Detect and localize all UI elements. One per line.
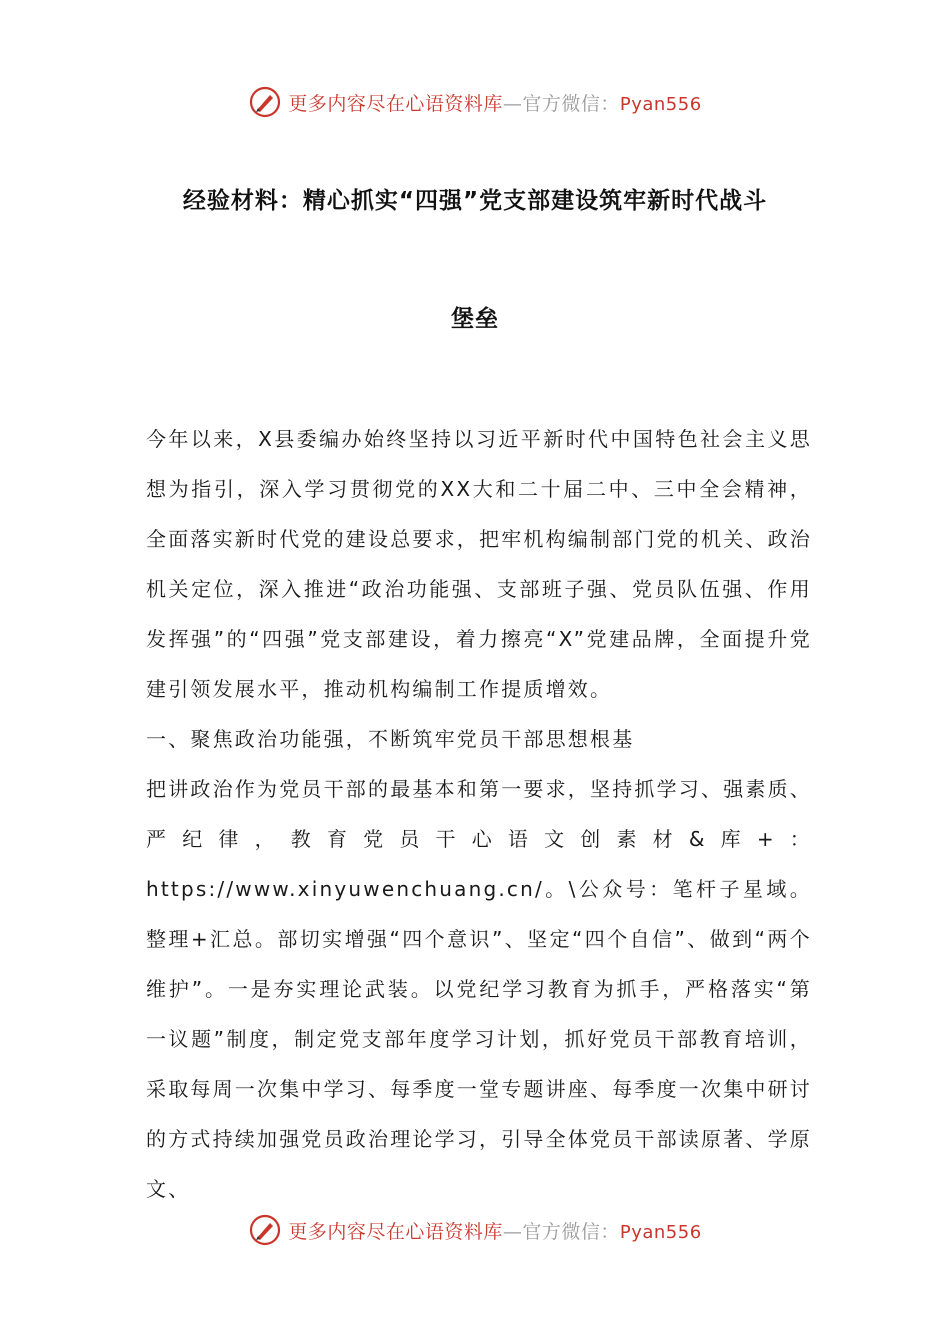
pen-logo-icon <box>248 85 282 119</box>
watermark-separator: — <box>502 92 523 115</box>
watermark-text <box>288 89 701 116</box>
section1-paragraph: 把讲政治作为党员干部的最基本和第一要求，坚持抓学习、强素质、严纪律，教育党员干心语文创素材&库+：https://www.xinyuwenchuang.cn/。\公众号：笔杆子星域。整理+汇总。部切实增强“四个意识”、坚定“四个自信”、做到“两个维护”。一是夯实理论武装。以党纪学习教育为抓手，严格落实“第一议题”制度，制定党支部年度学习计划，抓好党员干部教育培训，采取每周一次集中学习、每季度一堂专题讲座、每季度一次集中研讨的方式持续加强党员政治理论学习，引导全体党员干部读原著、学原文、 <box>146 777 812 1201</box>
watermark-official: 官方微信： <box>522 1220 620 1243</box>
watermark-official: 官方微信： <box>522 92 620 115</box>
watermark-banner-top <box>0 82 950 122</box>
watermark-wechat-id: Pyan556 <box>619 93 702 115</box>
section-heading-1: 一、聚焦政治功能强，不断筑牢党员干部思想根基 <box>146 727 635 751</box>
document-title-line2: 堡垒 <box>451 306 499 332</box>
intro-paragraph: 今年以来，X县委编办始终坚持以习近平新时代中国特色社会主义思想为指引，深入学习贯彻党的XX大和二十届二中、三中全会精神，全面落实新时代党的建设总要求，把牢机构编制部门党的机关、政治机关定位，深入推进“政治功能强、支部班子强、党员队伍强、作用发挥强”的“四强”党支部建设，着力擦亮“X”党建品牌，全面提升党建引领发展水平，推动机构编制工作提质增效。 <box>146 427 812 701</box>
pen-logo-icon <box>248 1213 282 1247</box>
watermark-main: 更多内容尽在心语资料库 <box>288 92 503 115</box>
watermark-separator: — <box>502 1220 523 1243</box>
watermark-main: 更多内容尽在心语资料库 <box>288 1220 503 1243</box>
watermark-wechat-id: Pyan556 <box>619 1221 702 1243</box>
document-title-line1: 经验材料：精心抓实“四强”党支部建设筑牢新时代战斗 <box>182 188 768 214</box>
watermark-text <box>288 1217 701 1244</box>
watermark-banner-bottom <box>0 1210 950 1250</box>
document-body <box>146 414 812 1214</box>
